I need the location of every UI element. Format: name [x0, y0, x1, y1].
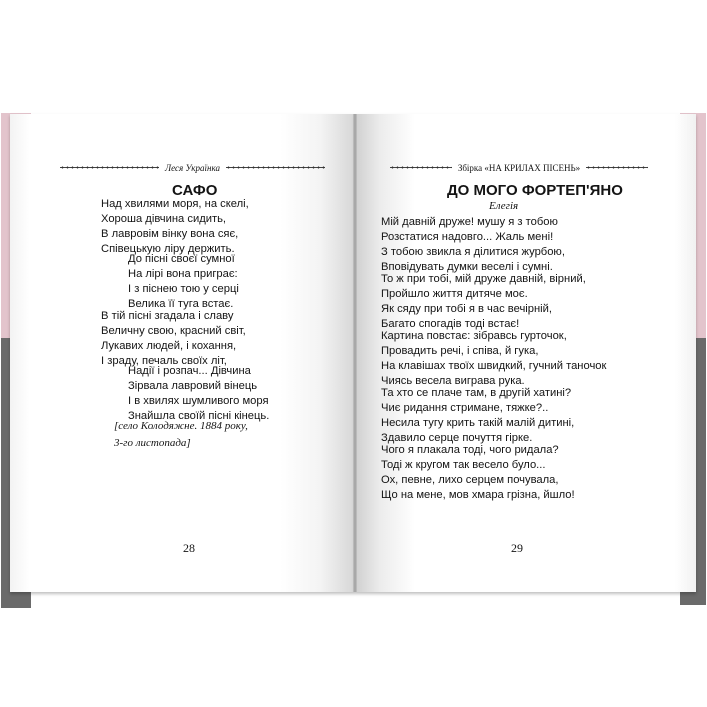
- poem-line: На клавішах твоїх швидкий, гучний таночок: [381, 360, 607, 372]
- poem-line: Хороша дівчина сидить,: [101, 213, 227, 225]
- poem-line: Здавило серце почуття гірке.: [381, 432, 533, 444]
- poem-line: На лірі вона приграє:: [128, 268, 238, 280]
- right-stanza-2: [381, 272, 586, 332]
- poem-line: Зірвала лавровий вінець: [128, 380, 258, 392]
- poem-line: Над хвилями моря, на скелі,: [101, 198, 249, 210]
- right-stanza-4: [381, 386, 574, 446]
- poem-line: До пісні своєї сумної: [128, 253, 235, 265]
- poem-line: Несила тугу крить такій малій дитині,: [381, 417, 575, 429]
- right-page-number: 29: [511, 541, 523, 555]
- poem-line: Чого я плакала тоді, чого ридала?: [381, 444, 559, 456]
- poem-line: Провадить речі, і співа, й гука,: [381, 345, 539, 357]
- poem-line: Знайшла своїй пісні кінець.: [128, 410, 270, 422]
- ornament-rule: [226, 166, 325, 170]
- ornament-rule: [60, 166, 159, 170]
- poem-line: Та хто се плаче там, в другій хатині?: [381, 387, 572, 399]
- note-line: [село Колодяжне. 1884 року,: [114, 420, 248, 432]
- left-stanza-3: [101, 309, 246, 369]
- poem-line: Надії і розпач... Дівчина: [128, 365, 251, 377]
- poem-line: Ох, певне, лихо серцем почувала,: [381, 474, 559, 486]
- poem-line: Тоді ж кругом так весело було...: [381, 459, 546, 471]
- poem-line: Що на мене, мов хмара грізна, йшло!: [381, 489, 575, 501]
- poem-line: І з піснею тою у серці: [128, 283, 239, 295]
- poem-line: Величну свою, красний світ,: [101, 325, 246, 337]
- poem-line: Багато спогадів тоді встає!: [381, 318, 520, 330]
- left-page-number: 28: [183, 541, 195, 555]
- right-stanza-1: [381, 215, 565, 275]
- poem-line: Велика її туга встає.: [128, 298, 234, 310]
- book-spine: [353, 114, 357, 592]
- right-poem-title: ДО МОГО ФОРТЕП'ЯНО: [447, 182, 623, 199]
- ornament-rule: [586, 166, 648, 170]
- poem-line: Пройшло життя дитяче моє.: [381, 288, 528, 300]
- poem-line: Співецькую ліру держить.: [101, 243, 235, 255]
- right-running-header: [390, 163, 648, 173]
- poem-date-note: [114, 418, 248, 452]
- left-poem-title: САФО: [172, 182, 218, 199]
- poem-line: В тій пісні згадала і славу: [101, 310, 234, 322]
- poem-line: Вповідувать думки веселі і сумні.: [381, 261, 553, 273]
- poem-line: Картина повстає: зібравсь гурточок,: [381, 330, 567, 342]
- ornament-rule: [390, 166, 452, 170]
- poem-line: Чиє ридання стримане, тяжке?..: [381, 402, 549, 414]
- poem-line: Мій давній друже! мушу я з тобою: [381, 216, 558, 228]
- poem-line: І в хвилях шумливого моря: [128, 395, 269, 407]
- note-line: 3-го листопада]: [114, 437, 191, 449]
- right-stanza-3: [381, 329, 606, 389]
- poem-line: В лавровім вінку вона сяє,: [101, 228, 239, 240]
- right-stanza-5: [381, 443, 575, 503]
- right-header-collection: Збірка «НА КРИЛАХ ПІСЕНЬ»: [457, 163, 581, 173]
- poem-line: Як сяду при тобі я в час вечірній,: [381, 303, 553, 315]
- left-stanza-4: [128, 364, 269, 424]
- poem-line: З тобою звикла я ділитися журбою,: [381, 246, 565, 258]
- poem-line: Чиясь весела виграва рука.: [381, 375, 525, 387]
- left-stanza-2: [128, 252, 239, 312]
- right-poem-subtitle: Елегія: [489, 200, 519, 212]
- poem-line: І зраду, печаль своїх літ,: [101, 355, 227, 367]
- left-header-author: Леся Українка: [165, 163, 220, 173]
- left-stanza-1: [101, 197, 249, 257]
- poem-line: Розстатися надовго... Жаль мені!: [381, 231, 554, 243]
- poem-line: То ж при тобі, мій друже давній, вірний,: [381, 273, 586, 285]
- left-running-header: [60, 163, 325, 173]
- poem-line: Лукавих людей, і кохання,: [101, 340, 237, 352]
